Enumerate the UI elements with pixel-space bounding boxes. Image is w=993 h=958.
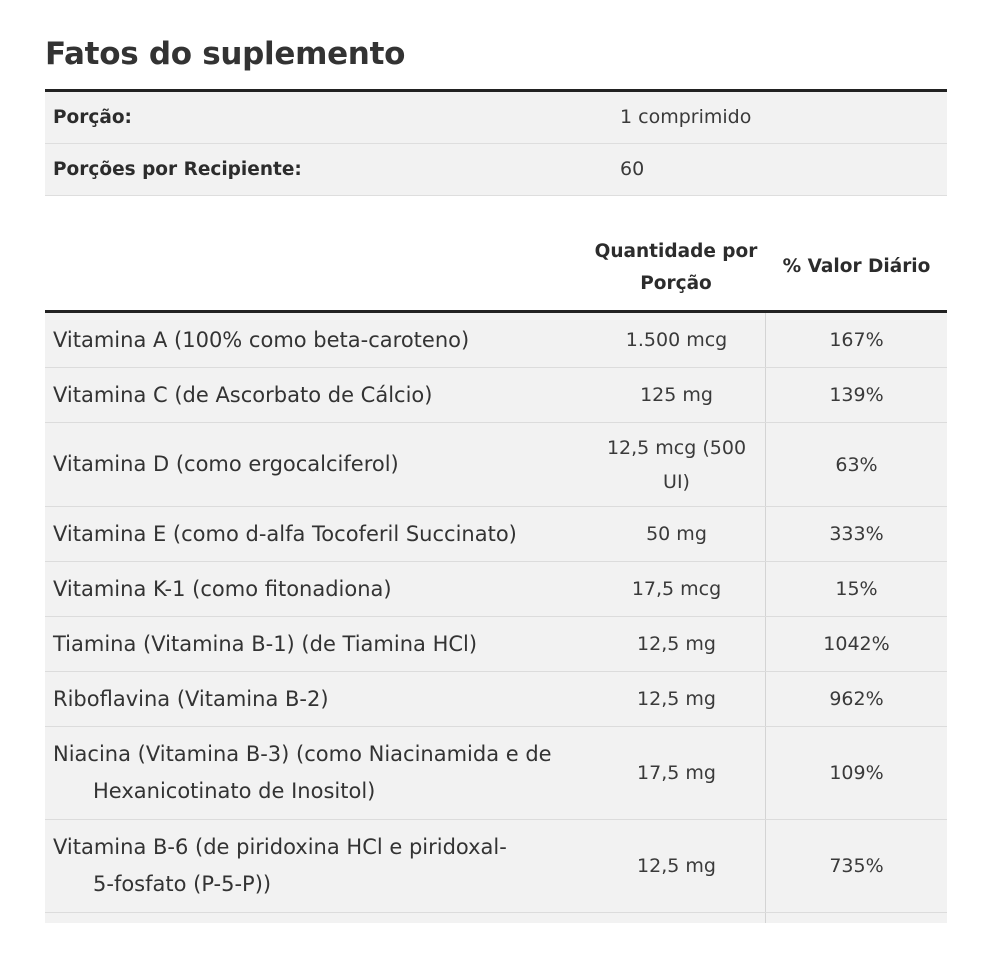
- nutrient-name: Niacina (Vitamina B-3) (como Niacinamida e de Hexanicotinato de Inositol): [53, 742, 552, 803]
- nutrient-amount: 125 mg: [588, 368, 766, 422]
- page-title: Fatos do suplemento: [45, 36, 406, 72]
- nutrient-amount: 12,5 mg: [588, 672, 766, 726]
- nutrient-name: Vitamina D (como ergocalciferol): [53, 452, 399, 476]
- table-row: [45, 507, 947, 562]
- nutrient-daily-value: 63%: [835, 453, 878, 476]
- servings-per-container-value: 60: [620, 158, 645, 180]
- nutrient-table: [45, 224, 947, 923]
- nutrient-name: Vitamina B-6 (de piridoxina HCl e piridoxal-5-fosfato (P-5-P)): [53, 835, 507, 896]
- table-row: [45, 820, 947, 913]
- nutrient-amount: 50 mg: [588, 507, 766, 561]
- serving-size-value: 1 comprimido: [620, 106, 752, 128]
- truncated-table-row: [45, 913, 947, 923]
- nutrient-amount: 1.500 mcg: [588, 313, 766, 367]
- nutrient-amount: 12,5 mcg (500 UI): [588, 423, 766, 506]
- header-quantity-per-serving: Quantidade por Porção: [594, 241, 758, 294]
- nutrient-name: Vitamina K-1 (como fitonadiona): [53, 576, 392, 601]
- nutrient-name: Riboflavina (Vitamina B-2): [53, 686, 329, 711]
- serving-info-table: [45, 89, 947, 196]
- table-row: [45, 727, 947, 820]
- nutrient-name: Tiamina (Vitamina B-1) (de Tiamina HCl): [53, 631, 478, 656]
- table-row: [45, 562, 947, 617]
- nutrient-daily-value: 109%: [829, 762, 884, 784]
- serving-size-label: Porção:: [53, 107, 132, 128]
- table-row: [45, 368, 947, 423]
- nutrient-name: Vitamina C (de Ascorbato de Cálcio): [53, 382, 433, 407]
- nutrient-daily-value: 962%: [829, 688, 884, 710]
- table-row: [45, 423, 947, 507]
- nutrient-name: Vitamina E (como d-alfa Tocoferil Succinato): [53, 521, 517, 546]
- table-header: [45, 224, 947, 313]
- nutrient-daily-value: 139%: [829, 384, 884, 406]
- nutrient-name: Vitamina A (100% como beta-caroteno): [53, 327, 470, 352]
- table-row: [45, 313, 947, 368]
- nutrient-amount: 12,5 mg: [588, 820, 766, 912]
- nutrient-daily-value: 15%: [835, 578, 878, 600]
- nutrient-amount: 17,5 mg: [588, 727, 766, 819]
- serving-size-row: [45, 92, 947, 144]
- table-row: [45, 617, 947, 672]
- nutrient-daily-value: 735%: [829, 855, 884, 877]
- header-daily-value: % Valor Diário: [782, 256, 931, 277]
- table-row: [45, 672, 947, 727]
- nutrient-daily-value: 333%: [829, 523, 884, 545]
- nutrient-daily-value: 167%: [829, 329, 884, 351]
- nutrient-amount: 12,5 mg: [588, 617, 766, 671]
- servings-per-container-row: [45, 144, 947, 196]
- nutrient-daily-value: 1042%: [823, 633, 890, 655]
- servings-per-container-label: Porções por Recipiente:: [53, 159, 302, 180]
- nutrient-amount: 17,5 mcg: [588, 562, 766, 616]
